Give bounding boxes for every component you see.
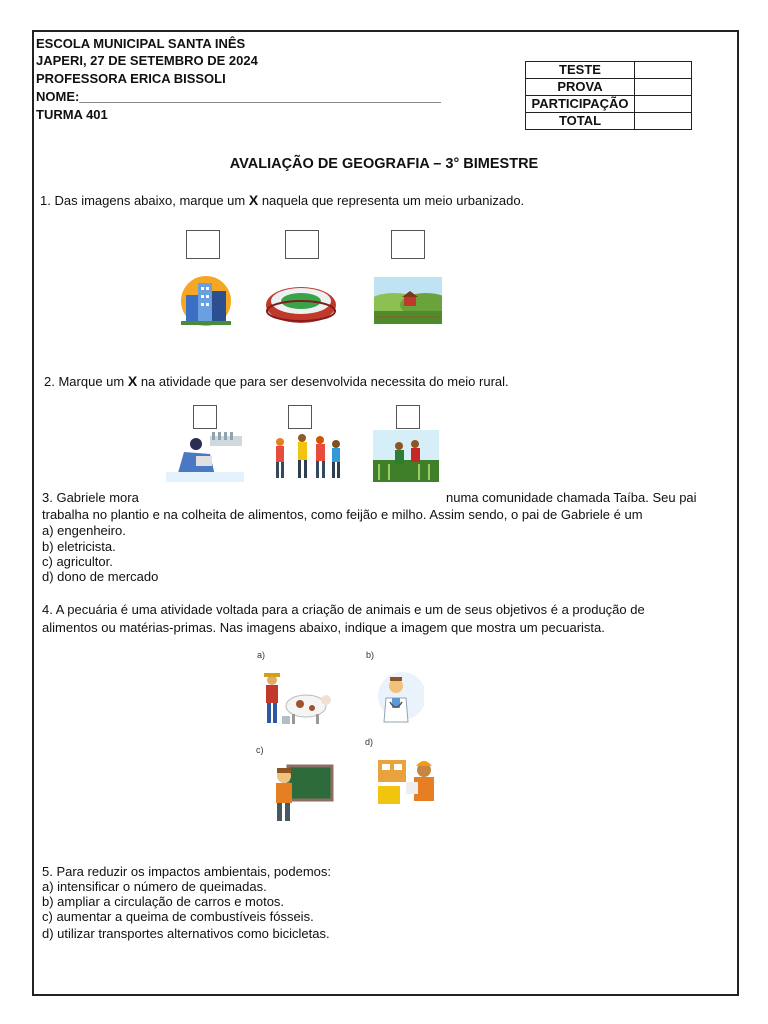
q3-option-a[interactable]: a) engenheiro. bbox=[42, 523, 126, 538]
q4-line1: 4. A pecuária é uma atividade voltada para a criação de animais e um de seus objetivos é a produção de bbox=[42, 602, 645, 617]
q3-line1-b: numa comunidade chamada Taíba. Seu pai bbox=[446, 490, 697, 505]
class-label: TURMA 401 bbox=[36, 107, 108, 122]
q3-option-d[interactable]: d) dono de mercado bbox=[42, 569, 159, 584]
q2-checkbox-people[interactable] bbox=[288, 405, 312, 429]
farming-workers-image bbox=[373, 430, 439, 482]
q2-checkbox-scientist[interactable] bbox=[193, 405, 217, 429]
q2-mark: X bbox=[127, 373, 138, 389]
q2-text-b: na atividade que para ser desenvolvida necessita do meio rural. bbox=[140, 374, 509, 389]
lab-scientist-image bbox=[166, 432, 244, 482]
q1-checkbox-stadium[interactable] bbox=[285, 230, 319, 259]
q1-checkbox-countryside[interactable] bbox=[391, 230, 425, 259]
group-people-image bbox=[268, 432, 344, 482]
q3-option-c[interactable]: c) agricultor. bbox=[42, 554, 113, 569]
countryside-farm-image bbox=[374, 277, 442, 324]
q5-option-c[interactable]: c) aumentar a queima de combustíveis fósseis. bbox=[42, 909, 314, 924]
q1-number: 1. bbox=[40, 193, 51, 208]
farmer-cow-image bbox=[256, 670, 332, 728]
score-label-total: TOTAL bbox=[526, 113, 635, 130]
q4-label-c: c) bbox=[256, 745, 264, 755]
score-cell[interactable] bbox=[635, 79, 692, 96]
q5-option-a[interactable]: a) intensificar o número de queimadas. bbox=[42, 879, 267, 894]
score-cell[interactable] bbox=[635, 113, 692, 130]
q2-number: 2. bbox=[44, 374, 55, 389]
doctor-image bbox=[372, 668, 424, 724]
q4-label-a: a) bbox=[257, 650, 266, 660]
score-cell[interactable] bbox=[635, 62, 692, 79]
exam-title: AVALIAÇÃO DE GEOGRAFIA – 3° BIMESTRE bbox=[229, 156, 539, 172]
q1-text-a: Das imagens abaixo, marque um bbox=[54, 193, 246, 208]
teacher-name: PROFESSORA ERICA BISSOLI bbox=[36, 71, 226, 86]
q5-stem: 5. Para reduzir os impactos ambientais, podemos: bbox=[42, 864, 332, 879]
engineer-image bbox=[376, 752, 444, 808]
q3-line2: trabalha no plantio e na colheita de alimentos, como feijão e milho. Assim sendo, o pai de Gabriele é um bbox=[42, 507, 643, 522]
score-label-participacao: PARTICIPAÇÃO bbox=[526, 96, 635, 113]
score-table bbox=[525, 61, 692, 130]
q1-checkbox-city[interactable] bbox=[186, 230, 220, 259]
q4-line2: alimentos ou matérias-primas. Nas imagens abaixo, indique a imagem que mostra um pecuarista. bbox=[42, 620, 605, 635]
question-1 bbox=[40, 193, 700, 208]
city-buildings-image bbox=[176, 275, 236, 327]
q4-label-d: d) bbox=[365, 737, 374, 747]
q1-text-b: naquela que representa um meio urbanizado. bbox=[261, 193, 525, 208]
q4-label-b: b) bbox=[366, 650, 375, 660]
q2-checkbox-farming[interactable] bbox=[396, 405, 420, 429]
teacher-blackboard-image bbox=[268, 760, 334, 822]
score-label-teste: TESTE bbox=[526, 62, 635, 79]
q3-option-b[interactable]: b) eletricista. bbox=[42, 539, 116, 554]
school-name: ESCOLA MUNICIPAL SANTA INÊS bbox=[36, 36, 246, 51]
q2-text-a: Marque um bbox=[58, 374, 125, 389]
question-2 bbox=[44, 374, 704, 389]
q5-option-b[interactable]: b) ampliar a circulação de carros e motos. bbox=[42, 894, 285, 909]
score-cell[interactable] bbox=[635, 96, 692, 113]
score-label-prova: PROVA bbox=[526, 79, 635, 96]
q1-mark: X bbox=[248, 192, 259, 208]
student-name-field[interactable]: NOME:__________________________________________________ bbox=[36, 89, 441, 104]
q5-option-d[interactable]: d) utilizar transportes alternativos como bicicletas. bbox=[42, 926, 330, 941]
q3-line1-a: 3. Gabriele mora bbox=[42, 490, 139, 505]
stadium-image bbox=[264, 281, 338, 327]
date-line: JAPERI, 27 DE SETEMBRO DE 2024 bbox=[36, 53, 258, 68]
